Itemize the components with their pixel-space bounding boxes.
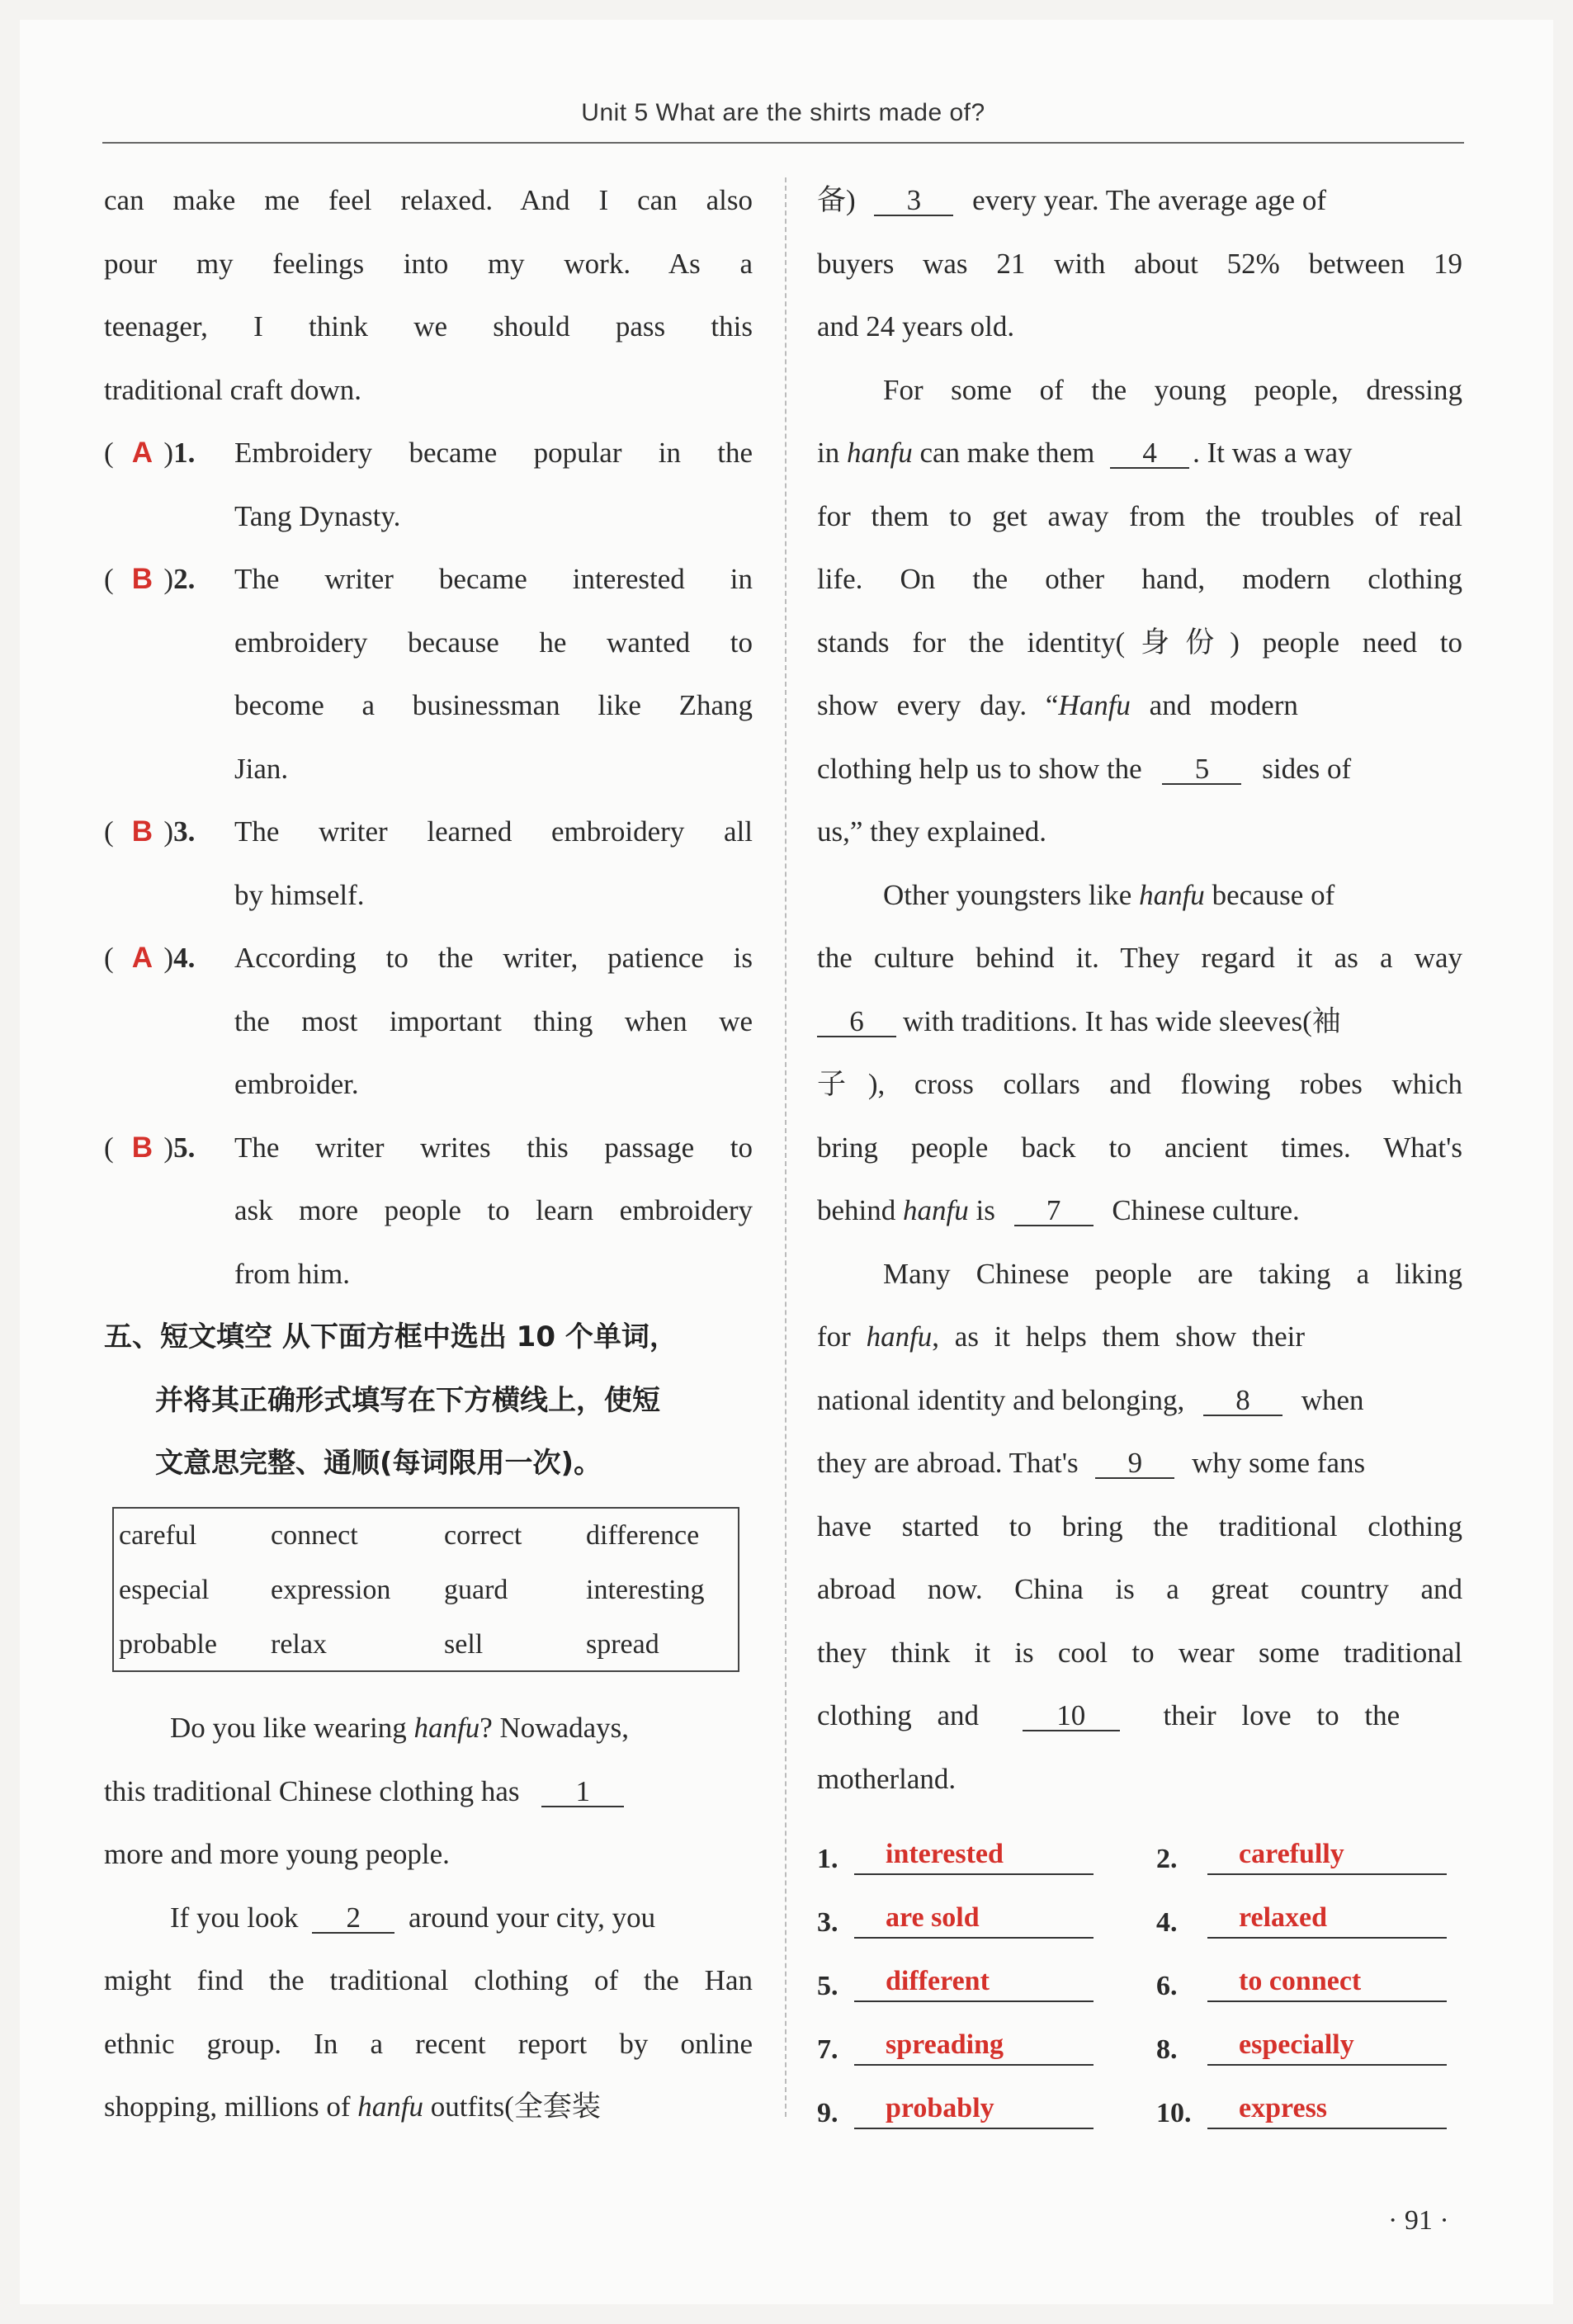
question-text: embroidery because he wanted to — [234, 626, 753, 659]
question-2: ( B )2. The writer became interested in — [104, 548, 753, 612]
text-line: might find the traditional clothing of the Han — [104, 1964, 753, 1996]
answer-row: 7. spreading — [817, 2002, 1143, 2066]
answer-row: 5. different — [817, 1939, 1143, 2002]
text-line: 备) 3 every year. The average age of — [817, 184, 1326, 216]
blank-1: 1 — [541, 1778, 624, 1807]
text-line: Many Chinese people are taking a liking — [883, 1257, 1462, 1290]
text-line: traditional craft down. — [104, 373, 361, 406]
text-line: clothing help us to show the 5 sides of — [817, 752, 1352, 785]
text-line: they are abroad. That's 9 why some fans — [817, 1447, 1366, 1479]
answer-text: especially — [1207, 2026, 1447, 2066]
answer-text: interested — [854, 1835, 1094, 1875]
text-line: stands for the identity(身份) people need to — [817, 626, 1462, 659]
blank-2: 2 — [312, 1904, 394, 1934]
question-text: from him. — [234, 1257, 350, 1290]
question-text: Jian. — [234, 752, 289, 785]
question-number: 1. — [173, 437, 196, 469]
text-line: for them to get away from the troubles of real — [817, 499, 1462, 532]
answer-row: 2. carefully — [1143, 1811, 1469, 1875]
text-line: in hanfu can make them 4 . It was a way — [817, 437, 1353, 469]
text-line: have started to bring the traditional clothing — [817, 1509, 1462, 1542]
answer-text: relaxed — [1207, 1899, 1447, 1939]
text-line: clothing and 10 their love to the — [817, 1699, 1401, 1731]
blank-4: 4 — [1110, 439, 1189, 469]
text-line: bring people back to ancient times. What's — [817, 1131, 1462, 1164]
question-text: The writer learned embroidery all — [234, 815, 753, 848]
question-text: Embroidery became popular in the — [234, 437, 753, 469]
word-option: guard — [444, 1575, 508, 1605]
text-line: pour my feelings into my work. As a — [104, 247, 753, 280]
text-line: Other youngsters like hanfu because of — [883, 878, 1335, 911]
text-line: this traditional Chinese clothing has 1 — [104, 1760, 753, 1824]
question-text: the most important thing when we — [234, 1004, 753, 1037]
question-number: 2. — [173, 563, 196, 595]
text-line: us,” they explained. — [817, 815, 1046, 848]
text-line: can make me feel relaxed. And I can also — [104, 184, 753, 216]
header-rule — [102, 142, 1464, 144]
page-number: · 91 · — [1388, 2205, 1449, 2236]
text-line: behind hanfu is 7 Chinese culture. — [817, 1194, 1300, 1226]
text-line: teenager, I think we should pass this — [104, 310, 753, 342]
answer-row: 10. express — [1143, 2066, 1469, 2129]
answer-mark: A — [131, 942, 154, 974]
passage-left — [104, 1697, 753, 2139]
answer-mark: A — [131, 437, 154, 469]
question-number: 5. — [173, 1131, 196, 1164]
word-option: correct — [444, 1520, 522, 1551]
word-option: especial — [119, 1575, 210, 1605]
text-line: national identity and belonging, 8 when — [817, 1383, 1364, 1416]
question-1: ( A )1. Embroidery became popular in the — [104, 422, 753, 485]
word-option: spread — [586, 1629, 659, 1660]
question-number: 3. — [173, 815, 196, 848]
answer-text: carefully — [1207, 1835, 1447, 1875]
text-line: show every day. “Hanfu and modern — [817, 689, 1298, 721]
word-option: interesting — [586, 1575, 705, 1605]
question-text: The writer became interested in — [234, 563, 753, 595]
answer-key — [817, 1811, 1469, 2129]
right-column — [817, 169, 1462, 1811]
answer-row: 8. especially — [1143, 2002, 1469, 2066]
question-3: ( B )3. The writer learned embroidery all — [104, 801, 753, 864]
section-title: 五、短文填空 从下面方框中选出 10 个单词， — [104, 1320, 678, 1353]
text-line: abroad now. China is a great country and — [817, 1573, 1462, 1605]
word-box-row — [114, 1618, 738, 1672]
word-option: relax — [271, 1629, 327, 1660]
text-line: shopping, millions of hanfu outfits(全套装 — [104, 2090, 601, 2123]
text-line: the culture behind it. They regard it as a way — [817, 942, 1462, 974]
text-line: life. On the other hand, modern clothing — [817, 563, 1462, 595]
text-line: 6 with traditions. It has wide sleeves(袖 — [817, 990, 1462, 1054]
answer-text: express — [1207, 2090, 1447, 2129]
word-option: careful — [119, 1520, 197, 1551]
column-divider — [785, 177, 786, 2117]
question-text: Tang Dynasty. — [234, 499, 401, 532]
word-option: sell — [444, 1629, 484, 1660]
answer-mark: B — [131, 1131, 154, 1164]
question-text: embroider. — [234, 1068, 359, 1100]
question-text: ask more people to learn embroidery — [234, 1194, 753, 1226]
text-line: Do you like wearing hanfu? Nowadays, — [170, 1712, 629, 1744]
word-option: connect — [271, 1520, 358, 1551]
word-option: difference — [586, 1520, 700, 1551]
left-column — [104, 169, 753, 1495]
question-4: ( A )4. According to the writer, patience is — [104, 927, 753, 990]
question-number: 4. — [173, 942, 196, 974]
blank-8: 8 — [1203, 1386, 1282, 1416]
answer-row: 6. to connect — [1143, 1939, 1469, 2002]
answer-row: 4. relaxed — [1143, 1875, 1469, 1939]
text-line: ethnic group. In a recent report by online — [104, 2027, 753, 2060]
text-line: more and more young people. — [104, 1838, 450, 1870]
page-header: Unit 5 What are the shirts made of? — [581, 99, 985, 126]
question-text: by himself. — [234, 878, 365, 911]
word-option: expression — [271, 1575, 391, 1605]
blank-9: 9 — [1095, 1449, 1174, 1479]
text-line: buyers was 21 with about 52% between 19 — [817, 247, 1462, 280]
blank-10: 10 — [1023, 1702, 1120, 1731]
answer-text: spreading — [854, 2026, 1094, 2066]
word-box-row — [114, 1563, 738, 1618]
section-title: 文意思完整、通顺(每词限用一次)。 — [155, 1447, 602, 1480]
question-text: The writer writes this passage to — [234, 1131, 753, 1164]
answer-row: 9. probably — [817, 2066, 1143, 2129]
answer-text: to connect — [1207, 1963, 1447, 2002]
answer-mark: B — [131, 563, 154, 595]
answer-text: are sold — [854, 1899, 1094, 1939]
answer-text: different — [854, 1963, 1094, 2002]
text-line: they think it is cool to wear some traditional — [817, 1636, 1462, 1669]
blank-3: 3 — [874, 187, 953, 216]
blank-7: 7 — [1014, 1197, 1094, 1226]
section-title: 并将其正确形式填写在下方横线上，使短 — [155, 1383, 660, 1417]
text-line: 子), cross collars and flowing robes which — [817, 1068, 1462, 1100]
question-5: ( B )5. The writer writes this passage to — [104, 1117, 753, 1180]
word-box — [112, 1507, 739, 1672]
word-box-row — [114, 1509, 738, 1563]
answer-row: 3. are sold — [817, 1875, 1143, 1939]
text-line: and 24 years old. — [817, 310, 1015, 342]
answer-mark: B — [131, 815, 154, 848]
text-line: motherland. — [817, 1762, 957, 1795]
text-line: for hanfu, as it helps them show their — [817, 1320, 1306, 1353]
question-text: become a businessman like Zhang — [234, 689, 753, 721]
answer-text: probably — [854, 2090, 1094, 2129]
question-text: According to the writer, patience is — [234, 942, 753, 974]
answer-row: 1. interested — [817, 1811, 1143, 1875]
text-line: For some of the young people, dressing — [883, 373, 1462, 406]
word-option: probable — [119, 1629, 217, 1660]
text-line: If you look 2 around your city, you — [170, 1901, 656, 1934]
blank-6: 6 — [817, 1008, 896, 1037]
blank-5: 5 — [1162, 755, 1241, 785]
